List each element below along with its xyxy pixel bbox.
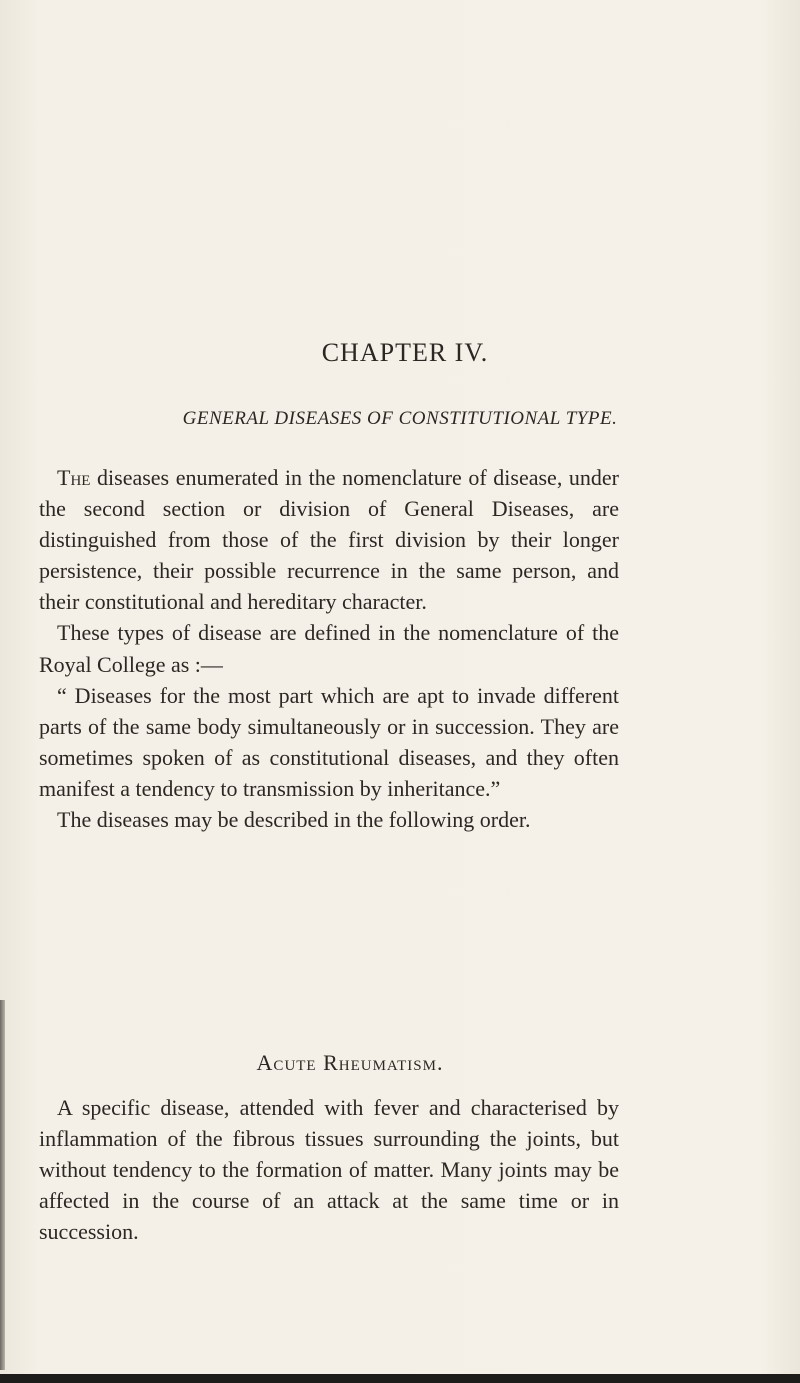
paragraph-2: These types of disease are defined in the nomenclature of the Royal College as :— <box>39 620 619 677</box>
paragraph-3-quote: “ Diseases for the most part which are apt to invade different parts of the same body simultaneously or in succession. They are sometimes spoken of as constitutional diseases, and they often manifest a tendency to transmission by inheritance.” <box>39 682 619 801</box>
chapter-title: CHAPTER IV. <box>321 338 489 367</box>
paragraph-1-text: diseases enumerated in the nomenclature of disease, under the second section or division of General Diseases, are distinguished from those of the first division by their longer persistence, their possible recurrence in the same person, and their constitutional and hereditary character. <box>39 465 619 615</box>
section-text <box>39 1092 619 1247</box>
paragraph-lead-word: The <box>57 465 91 490</box>
section-heading: Acute Rheumatism. <box>256 1050 444 1075</box>
page-bottom-edge <box>0 1374 800 1383</box>
paragraph-1 <box>39 462 619 617</box>
body-text <box>39 462 619 835</box>
section-paragraph: A specific disease, attended with fever and characterised by inflammation of the fibrous tissues surrounding the joints, but without tendency to the formation of matter. Many joints may be affected in the course of an attack at the same time or in succession. <box>39 1095 619 1245</box>
paragraph-4: The diseases may be described in the following order. <box>57 807 531 833</box>
chapter-subtitle: GENERAL DISEASES OF CONSTITUTIONAL TYPE. <box>182 408 618 429</box>
